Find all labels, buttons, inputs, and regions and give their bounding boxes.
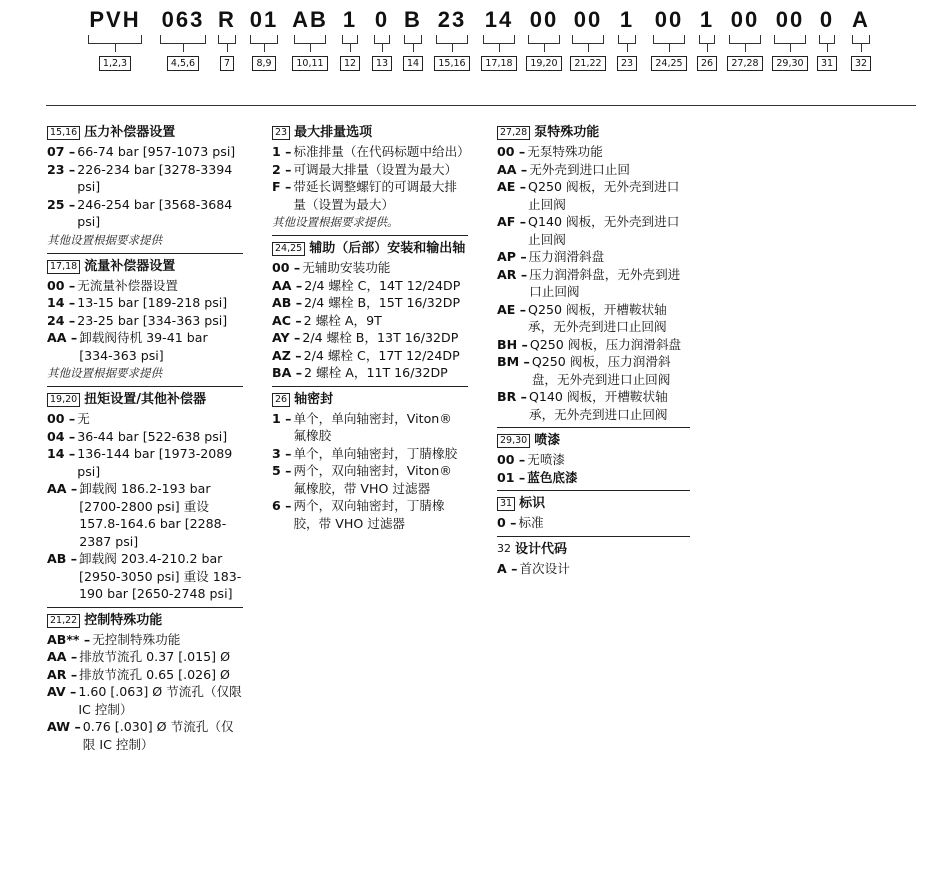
section-title: 标识 <box>519 496 546 511</box>
option-desc: 36-44 bar [522-638 psi] <box>77 428 228 444</box>
code-value: PVH <box>89 7 141 32</box>
section-header <box>497 432 690 450</box>
code-value: 00 <box>529 7 559 32</box>
option-code: 1 – <box>272 410 292 426</box>
option-desc: 13-15 bar [189-218 psi] <box>77 295 228 310</box>
option-code: AF – <box>497 214 527 229</box>
code-bracket <box>850 35 872 51</box>
option-code: 25 – <box>47 196 76 212</box>
code-value: R <box>218 7 236 32</box>
option-code: 14 – <box>47 446 76 461</box>
option-code: 01 – <box>497 469 526 485</box>
section-header <box>47 258 243 276</box>
code-bracket <box>481 35 517 51</box>
option-row <box>47 294 243 312</box>
code-bracket <box>616 35 638 51</box>
option-desc: 2/4 螺栓 C，17T 12/24DP <box>303 347 460 363</box>
option-row <box>497 560 690 578</box>
code-bracket <box>292 35 328 51</box>
position-badge: 23 <box>272 126 290 140</box>
option-code: 00 – <box>497 452 526 467</box>
code-position: 24,25 <box>651 56 686 71</box>
option-desc: 2/4 螺栓 B，15T 16/32DP <box>304 295 461 310</box>
section-title: 喷漆 <box>534 433 561 448</box>
option-desc: 66-74 bar [957-1073 psi] <box>77 144 236 159</box>
option-code: AA – <box>47 330 78 345</box>
option-desc: 排放节流孔 0.37 [.015] Ø <box>79 649 230 664</box>
option-row <box>272 259 468 277</box>
code-bracket <box>817 35 837 51</box>
option-row <box>272 312 468 330</box>
option-desc: 23-25 bar [334-363 psi] <box>77 312 228 328</box>
section-title: 压力补偿器设置 <box>84 125 176 140</box>
option-row <box>47 410 243 428</box>
section-header <box>47 612 243 630</box>
option-code: 23 – <box>47 161 76 177</box>
option-code: 00 – <box>272 260 301 275</box>
code-segment <box>651 8 687 71</box>
section-note: 其他设置根据要求提供 <box>47 232 162 247</box>
position-badge: 19,20 <box>47 393 80 407</box>
option-desc: Q250 阀板，压力润滑斜盘 <box>529 336 682 352</box>
option-row <box>497 469 690 487</box>
code-segment <box>772 8 808 71</box>
option-row <box>497 336 690 354</box>
code-bracket <box>772 35 808 51</box>
option-desc: 蓝色底漆 <box>527 469 578 485</box>
option-code: BH – <box>497 336 528 352</box>
code-position: 1,2,3 <box>99 56 131 71</box>
code-segment <box>817 8 837 71</box>
option-row <box>497 388 690 423</box>
option-row <box>272 410 468 445</box>
code-value: 1 <box>619 7 635 32</box>
option-desc: 无 <box>77 411 90 426</box>
section-title: 控制特殊功能 <box>84 612 163 628</box>
code-segment <box>216 8 238 71</box>
code-segment <box>481 8 517 71</box>
option-row <box>47 161 243 196</box>
section-header <box>497 124 690 142</box>
option-code: AW – <box>47 719 81 734</box>
code-segment <box>526 8 562 71</box>
option-row <box>47 428 243 446</box>
option-desc: 压力润滑斜盘 <box>528 249 605 264</box>
option-desc: 2 螺栓 A，11T 16/32DP <box>304 365 448 380</box>
option-code: AB – <box>272 295 303 310</box>
option-row <box>47 445 243 480</box>
code-bracket <box>86 35 144 51</box>
option-desc: 2/4 螺栓 B，13T 16/32DP <box>302 330 459 345</box>
option-code: 00 – <box>47 411 76 426</box>
option-row <box>497 353 690 388</box>
option-desc: 2 螺栓 A，9T <box>303 312 382 328</box>
option-desc: 无流量补偿器设置 <box>77 277 178 293</box>
code-value: 0 <box>374 7 390 32</box>
option-desc: 首次设计 <box>519 560 570 576</box>
section-header <box>272 124 468 142</box>
code-position: 14 <box>403 56 423 71</box>
option-desc: 无泵特殊功能 <box>527 144 603 159</box>
option-row <box>497 514 690 532</box>
code-bracket <box>651 35 687 51</box>
option-row <box>47 312 243 330</box>
option-desc: 卸载阀待机 39-41 bar [334-363 psi] <box>79 330 208 363</box>
option-row <box>47 683 243 718</box>
option-row <box>47 480 243 550</box>
section-title: 扭矩设置/其他补偿器 <box>84 392 206 407</box>
option-row <box>272 445 468 463</box>
option-row <box>272 277 468 295</box>
option-desc: 带延长调整螺钉的可调最大排量（设置为最大） <box>293 179 458 212</box>
option-row <box>497 178 690 213</box>
option-desc: 压力润滑斜盘，无外壳到进口止回阀 <box>529 266 681 299</box>
option-code: 04 – <box>47 428 76 444</box>
code-bracket <box>697 35 717 51</box>
option-desc: 可调最大排量（设置为最大） <box>293 161 458 177</box>
header-divider <box>46 105 916 106</box>
section-note: 其他设置根据要求提供。 <box>272 215 399 229</box>
option-code: AY – <box>272 330 301 345</box>
section-control-special <box>47 607 243 754</box>
code-position: 4,5,6 <box>167 56 199 71</box>
code-position: 32 <box>851 56 871 71</box>
section-pump-special <box>497 124 690 423</box>
section-header <box>47 124 243 142</box>
option-desc: 无外壳到进口止回 <box>529 161 630 177</box>
code-segment <box>570 8 606 71</box>
option-row <box>272 143 468 161</box>
code-value: 1 <box>699 7 715 32</box>
option-code: AA – <box>47 649 78 664</box>
code-bracket <box>248 35 280 51</box>
code-position: 10,11 <box>292 56 327 71</box>
option-desc: 标准 <box>518 515 544 530</box>
option-code: AC – <box>272 312 302 328</box>
position-badge: 21,22 <box>47 614 80 628</box>
option-code: 14 – <box>47 295 76 310</box>
code-bracket <box>727 35 763 51</box>
option-row <box>47 329 243 364</box>
option-desc: 2/4 螺栓 C，14T 12/24DP <box>304 277 461 293</box>
code-segment <box>158 8 208 71</box>
code-value: 14 <box>484 7 514 32</box>
code-value: 23 <box>437 7 467 32</box>
option-desc: 卸载阀 186.2-193 bar [2700-2800 psi] 重设 157.8-164.6 bar [2288-2387 psi] <box>79 481 227 549</box>
section-title: 轴密封 <box>294 391 334 407</box>
option-code: AR – <box>47 666 78 682</box>
option-code: AV – <box>47 684 77 699</box>
code-value: A <box>852 7 870 32</box>
option-row <box>272 178 468 213</box>
code-position: 12 <box>340 56 360 71</box>
section-header <box>497 495 690 513</box>
option-code: BR – <box>497 389 527 404</box>
code-bracket <box>570 35 606 51</box>
column-middle <box>272 124 468 536</box>
code-value: AB <box>292 7 328 32</box>
code-value: 00 <box>573 7 603 32</box>
section-shaft-seal <box>272 386 468 533</box>
code-segment <box>616 8 638 71</box>
code-value: 00 <box>654 7 684 32</box>
option-code: A – <box>497 560 518 576</box>
option-desc: 单个，单向轴密封，Viton® 氟橡胶 <box>293 410 452 443</box>
section-title: 最大排量选项 <box>294 125 373 140</box>
code-bracket <box>434 35 470 51</box>
option-desc: 排放节流孔 0.65 [.026] Ø <box>79 666 230 682</box>
code-bracket <box>526 35 562 51</box>
option-code: AA – <box>272 277 303 293</box>
code-segment <box>292 8 328 71</box>
position-badge: 27,28 <box>497 126 530 140</box>
model-code-header <box>0 0 928 90</box>
code-bracket <box>340 35 360 51</box>
code-segment <box>727 8 763 71</box>
option-code: AA – <box>47 481 78 496</box>
option-code: 0 – <box>497 515 517 530</box>
code-position: 19,20 <box>526 56 561 71</box>
code-segment <box>697 8 717 71</box>
option-desc: 136-144 bar [1973-2089 psi] <box>77 446 233 479</box>
option-code: AZ – <box>272 347 302 363</box>
option-desc: 无控制特殊功能 <box>92 631 181 647</box>
option-desc: 246-254 bar [3568-3684 psi] <box>77 196 233 229</box>
code-segment <box>248 8 280 71</box>
option-row <box>497 161 690 179</box>
section-title: 泵特殊功能 <box>534 125 600 140</box>
option-row <box>272 161 468 179</box>
option-row <box>47 631 243 649</box>
option-code: 00 – <box>497 144 526 159</box>
option-row <box>47 550 243 603</box>
section-identification <box>497 490 690 532</box>
option-desc: 226-234 bar [3278-3394 psi] <box>77 161 233 194</box>
option-code: 24 – <box>47 312 76 328</box>
section-paint <box>497 427 690 486</box>
option-code: AR – <box>497 266 528 282</box>
option-desc: 两个，双向轴密封，Viton® 氟橡胶，带 VHO 过滤器 <box>293 463 452 496</box>
code-position: 7 <box>220 56 234 71</box>
option-row <box>497 451 690 469</box>
position-badge: 15,16 <box>47 126 80 140</box>
option-row <box>497 213 690 248</box>
option-code: AE – <box>497 301 527 317</box>
section-max-displacement <box>272 124 468 231</box>
code-position: 31 <box>817 56 837 71</box>
column-right <box>497 124 690 581</box>
option-desc: Q250 阀板，压力润滑斜盘，无外壳到进口止回阀 <box>531 354 671 387</box>
code-bracket <box>402 35 424 51</box>
option-code: 6 – <box>272 498 292 513</box>
code-position: 29,30 <box>772 56 807 71</box>
code-value: B <box>404 7 422 32</box>
option-desc: 无辅助安装功能 <box>302 260 391 275</box>
code-segment <box>86 8 144 71</box>
option-desc: Q140 阀板，无外壳到进口止回阀 <box>528 214 680 247</box>
option-desc: Q250 阀板，无外壳到进口止回阀 <box>528 179 680 212</box>
section-header <box>497 541 690 559</box>
option-code: AB** – <box>47 631 91 647</box>
option-row <box>47 143 243 161</box>
code-position: 8,9 <box>252 56 275 71</box>
option-row <box>497 301 690 336</box>
option-code: BM – <box>497 354 530 369</box>
section-title: 设计代码 <box>515 541 568 557</box>
code-value: 1 <box>342 7 358 32</box>
section-pressure-compensator <box>47 124 243 249</box>
option-code: 3 – <box>272 445 292 461</box>
option-code: 07 – <box>47 144 76 159</box>
code-bracket <box>216 35 238 51</box>
code-position: 15,16 <box>434 56 469 71</box>
option-code: AE – <box>497 179 527 194</box>
option-row <box>272 347 468 365</box>
position-badge: 31 <box>497 497 515 511</box>
option-row <box>497 266 690 301</box>
option-code: 1 – <box>272 144 292 159</box>
position-badge: 29,30 <box>497 434 530 448</box>
position-badge: 32 <box>497 541 511 555</box>
section-note: 其他设置根据要求提供 <box>47 366 162 380</box>
position-badge: 17,18 <box>47 260 80 274</box>
option-desc: Q250 阀板，开槽鞍状轴承，无外壳到进口止回阀 <box>528 301 667 334</box>
code-segment <box>340 8 360 71</box>
section-title: 辅助（后部）安装和输出轴 <box>309 241 466 256</box>
option-row <box>497 248 690 266</box>
option-desc: 单个，单向轴密封，丁腈橡胶 <box>293 445 458 461</box>
code-segment <box>402 8 424 71</box>
option-row <box>47 666 243 684</box>
option-desc: 0.76 [.030] Ø 节流孔（仅限 IC 控制） <box>82 719 234 752</box>
section-design-code <box>497 536 690 578</box>
option-code: AB – <box>47 551 78 566</box>
section-aux-mount <box>272 235 468 382</box>
code-value: 00 <box>730 7 760 32</box>
code-bracket <box>158 35 208 51</box>
column-left <box>47 124 243 757</box>
code-segment <box>372 8 392 71</box>
option-desc: 无喷漆 <box>527 452 565 467</box>
code-segment <box>850 8 872 71</box>
code-position: 26 <box>697 56 717 71</box>
section-header <box>272 391 468 409</box>
option-row <box>47 648 243 666</box>
section-header <box>47 391 243 409</box>
section-header <box>272 240 468 258</box>
code-bracket <box>372 35 392 51</box>
code-position: 21,22 <box>570 56 605 71</box>
section-torque-setting <box>47 386 243 603</box>
option-row <box>47 196 243 231</box>
option-row <box>497 143 690 161</box>
option-code: AA – <box>497 161 528 177</box>
section-title: 流量补偿器设置 <box>84 258 176 274</box>
position-badge: 24,25 <box>272 242 305 256</box>
code-position: 13 <box>372 56 392 71</box>
code-value: 063 <box>161 7 205 32</box>
option-desc: 两个，双向轴密封，丁腈橡胶，带 VHO 过滤器 <box>293 498 445 531</box>
option-row <box>47 718 243 753</box>
option-code: 00 – <box>47 277 76 293</box>
code-value: 01 <box>249 7 279 32</box>
option-code: 5 – <box>272 463 292 478</box>
code-segment <box>434 8 470 71</box>
option-row <box>272 462 468 497</box>
option-desc: Q140 阀板，开槽鞍状轴承，无外壳到进口止回阀 <box>528 389 668 422</box>
code-position: 27,28 <box>727 56 762 71</box>
option-row <box>272 497 468 532</box>
code-position: 23 <box>617 56 637 71</box>
option-desc: 1.60 [.063] Ø 节流孔（仅限 IC 控制） <box>78 684 242 717</box>
option-code: BA – <box>272 365 303 380</box>
option-row <box>272 364 468 382</box>
code-value: 0 <box>819 7 835 32</box>
option-row <box>47 277 243 295</box>
option-desc: 卸载阀 203.4-210.2 bar [2950-3050 psi] 重设 183-190 bar [2650-2748 psi] <box>79 551 242 601</box>
option-code: F – <box>272 179 292 194</box>
option-code: AP – <box>497 249 527 264</box>
option-code: 2 – <box>272 161 292 177</box>
option-desc: 标准排量（在代码标题中给出） <box>293 144 470 159</box>
section-flow-compensator <box>47 253 243 383</box>
code-position: 17,18 <box>481 56 516 71</box>
code-value: 00 <box>775 7 805 32</box>
option-row <box>272 294 468 312</box>
position-badge: 26 <box>272 393 290 407</box>
option-row <box>272 329 468 347</box>
